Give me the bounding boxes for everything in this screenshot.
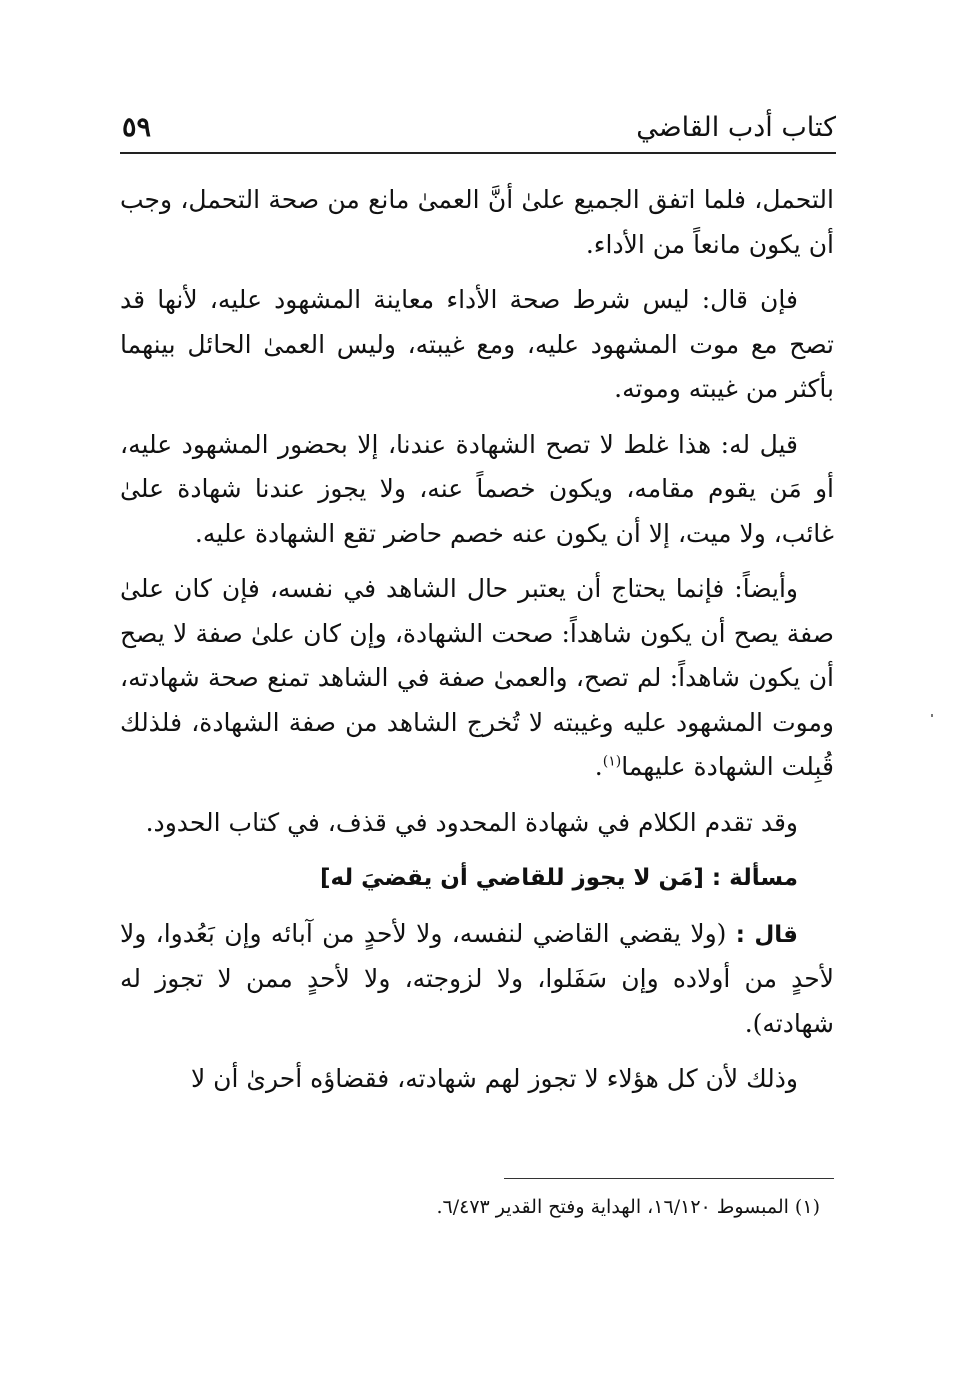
running-title: كتاب أدب القاضي — [636, 112, 836, 143]
paragraph-4 — [120, 567, 834, 790]
paragraph-2: فإن قال: ليس شرط صحة الأداء معاينة المشهود عليه، لأنها قد تصح مع موت المشهود عليه، ومع غيبته، وليس العمىٰ الحائل بينهما بأكثر من غيبته وموته. — [120, 285, 834, 403]
paragraph-5: وقد تقدم الكلام في شهادة المحدود في قذف، في كتاب الحدود. — [145, 807, 798, 837]
section-heading: مسألة : [مَن لا يجوز للقاضي أن يقضيَ له] — [319, 865, 798, 891]
paragraph-6-text: (ولا يقضي القاضي لنفسه، ولا لأحدٍ من آبائه وإن بَعُدوا، ولا لأحدٍ من أولاده وإن سَفَلوا، ولا لزوجته، ولا لأحدٍ ممن لا تجوز له شهادته). — [120, 918, 834, 1038]
paragraph-6-label: قال : — [735, 921, 798, 948]
scan-speck — [931, 714, 933, 717]
paragraph-1: التحمل، فلما اتفق الجميع علىٰ أنَّ العمىٰ مانع من صحة التحمل، وجب أن يكون مانعاً من الأداء. — [120, 185, 834, 259]
body-text — [120, 178, 834, 1113]
paragraph-3: قيل له: هذا غلط لا تصح الشهادة عندنا، إلا بحضور المشهود عليه، أو مَن يقوم مقامه، ويكون خصماً عنه، ولا يجوز عندنا شهادة علىٰ غائب، ولا ميت، إلا أن يكون عنه خصم حاضر تقع الشهادة عليه. — [120, 429, 834, 548]
paragraph-7: وذلك لأن كل هؤلاء لا تجوز لهم شهادته، فقضاؤه أحرىٰ أن لا — [190, 1064, 798, 1093]
paragraph-4-end: . — [594, 752, 603, 781]
page-number: ٥٩ — [122, 112, 152, 143]
footnote: (١) المبسوط ١٦/١٢٠، الهداية وفتح القدير ٦/٤٧٣. — [436, 1196, 820, 1218]
paragraph-4-text: وأيضاً: فإنما يحتاج أن يعتبر حال الشاهد في نفسه، فإن كان علىٰ صفة يصح أن يكون شاهداً: صحت الشهادة، وإن كان علىٰ صفة لا يصح أن يكون شاهداً: لم تصح، والعمىٰ صفة في الشاهد تمنع صحة شهادته، وموت المشهود عليه وغيبته لا تُخرج الشاهد من صفة الشهادة، فلذلك قُبِلت الشهادة عليهما — [120, 574, 834, 781]
footnote-divider — [504, 1178, 834, 1179]
running-header — [120, 108, 836, 154]
footnote-reference: (١) — [602, 753, 622, 770]
paragraph-6 — [120, 912, 834, 1047]
